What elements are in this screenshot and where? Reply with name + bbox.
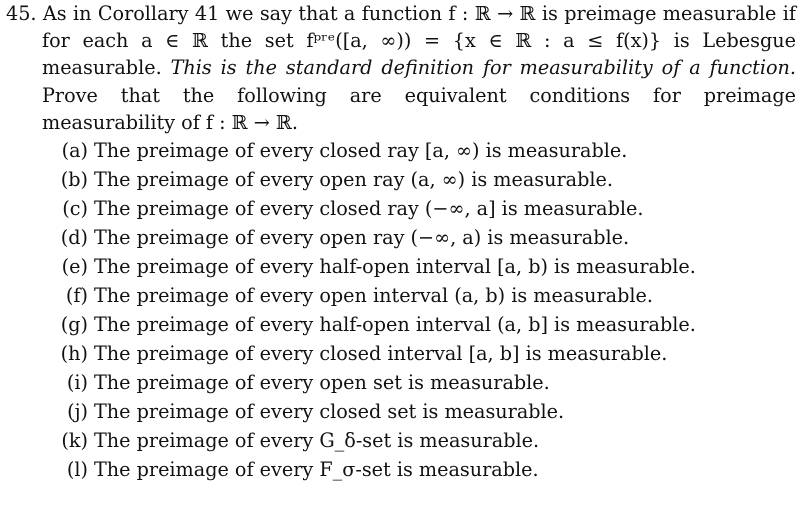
list-item: [48, 310, 788, 339]
item-label: (a): [61, 139, 88, 162]
item-label: (k): [61, 429, 88, 452]
item-text: The preimage of every open interval (a, b) is measurable.: [94, 284, 653, 307]
item-text: The preimage of every F_σ-set is measurable.: [94, 458, 539, 481]
item-label: (d): [60, 226, 88, 249]
item-label: (b): [60, 168, 88, 191]
condition-list: [48, 136, 788, 484]
item-label: (c): [62, 197, 88, 220]
item-text: The preimage of every open set is measurable.: [94, 371, 550, 394]
problem-instruction: Prove that the following are equivalent conditions for preimage measurability of f : ℝ → ℝ.: [42, 83, 796, 134]
item-text: The preimage of every G_δ-set is measurable.: [94, 429, 540, 452]
item-text: The preimage of every closed interval [a, b] is measurable.: [94, 342, 668, 365]
item-label: (h): [60, 342, 88, 365]
item-text: The preimage of every half-open interval (a, b] is measurable.: [94, 313, 696, 336]
item-text: The preimage of every open ray (−∞, a) is measurable.: [94, 226, 630, 249]
list-item: [48, 223, 788, 252]
item-label: (g): [60, 313, 88, 336]
list-item: [48, 455, 788, 484]
list-item: [48, 426, 788, 455]
item-text: The preimage of every closed ray (−∞, a] is measurable.: [94, 197, 644, 220]
item-label: (j): [67, 400, 88, 423]
problem-number: 45.: [6, 2, 37, 25]
list-item: [48, 339, 788, 368]
list-item: [48, 281, 788, 310]
list-item: [48, 397, 788, 426]
problem-emphasis: This is the standard definition for measurability of a function.: [170, 56, 796, 80]
item-label: (f): [65, 284, 88, 307]
item-text: The preimage of every open ray (a, ∞) is measurable.: [94, 168, 613, 191]
list-item: [48, 252, 788, 281]
list-item: [48, 136, 788, 165]
problem-paragraph: [6, 0, 796, 136]
item-label: (l): [66, 458, 88, 481]
item-text: The preimage of every closed ray [a, ∞) is measurable.: [94, 139, 628, 162]
list-item: [48, 368, 788, 397]
item-text: The preimage of every closed set is measurable.: [94, 400, 565, 423]
item-label: (i): [66, 371, 88, 394]
item-label: (e): [61, 255, 88, 278]
list-item: [48, 165, 788, 194]
item-text: The preimage of every half-open interval [a, b) is measurable.: [94, 255, 696, 278]
problem-definition: As in Corollary 41 we say that a function f : ℝ → ℝ is preimage measurable if for each a ∈ ℝ the set fᵖʳᵉ([a, ∞)) = {x ∈ ℝ : a ≤ f(x)} is Lebesgue measurable.: [42, 2, 796, 80]
problem-statement: [6, 0, 796, 136]
list-item: [48, 194, 788, 223]
